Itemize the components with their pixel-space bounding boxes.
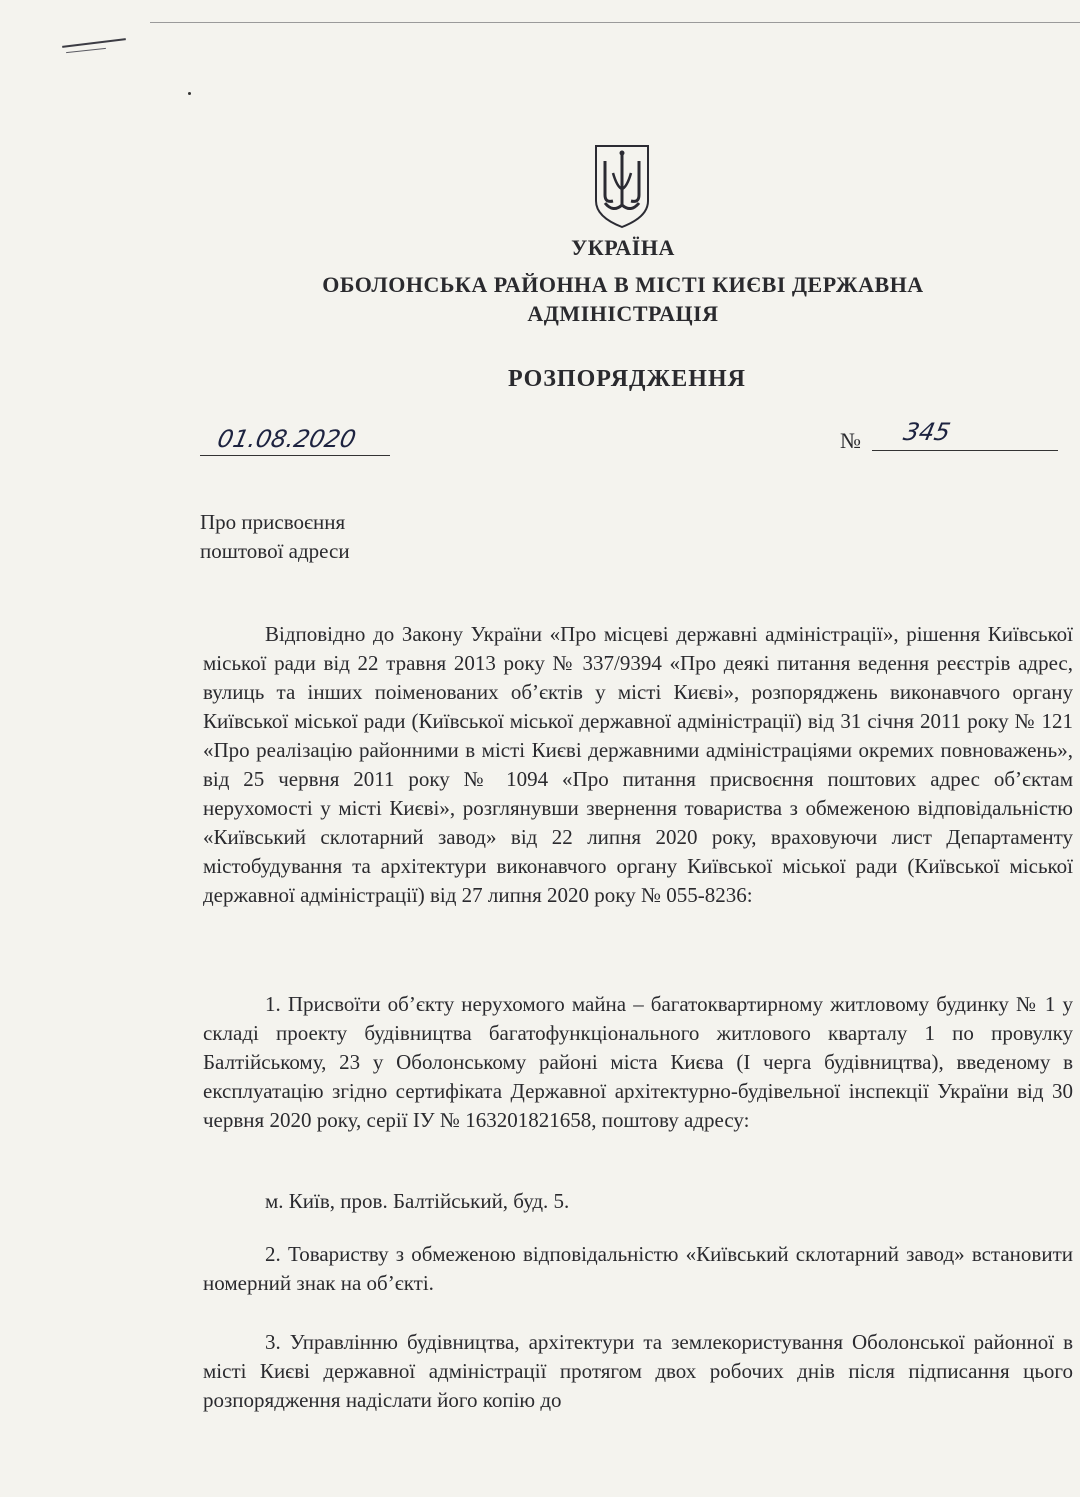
organization-title-line1: ОБОЛОНСЬКА РАЙОННА В МІСТІ КИЄВІ ДЕРЖАВНА	[322, 272, 924, 297]
clause-3-paragraph: 3. Управлінню будівництва, архітектури та землекористування Оболонської районної в місті Києві державної адміністрації протягом двох робочих днів після підписання цього розпорядження надіслати його копію до	[203, 1330, 1073, 1412]
scan-artifact-line	[150, 22, 1080, 23]
handwritten-date: 01.08.2020	[215, 425, 359, 453]
postal-address-line: м. Київ, пров. Балтійський, буд. 5.	[265, 1189, 570, 1213]
clause-2-paragraph: 2. Товариству з обмеженою відповідальністю «Київський склотарний завод» встановити номерний знак на об’єкті.	[203, 1242, 1073, 1295]
country-title: УКРАЇНА	[571, 235, 675, 260]
subject-line: Про присвоєння	[200, 510, 346, 534]
pen-mark	[62, 38, 126, 48]
handwritten-number: 345	[901, 418, 953, 446]
subject-line: поштової адреси	[200, 539, 350, 563]
document-subject	[200, 508, 350, 566]
document-type-title: РОЗПОРЯДЖЕННЯ	[508, 366, 746, 392]
pen-mark	[66, 48, 106, 53]
scan-dot	[188, 92, 191, 95]
preamble-paragraph: Відповідно до Закону України «Про місцеві державні адміністрації», рішення Київської міської ради від 22 травня 2013 року № 337/9394 «Про деякі питання ведення реєстрів адрес, вулиць та інших поіменованих об’єктів у місті Києві», розпоряджень виконавчого органу Київської міської ради (Київської міської державної адміністрації) від 31 січня 2011 року № 121 «Про реалізацію районними в місті Києві державними адміністраціями окремих повноважень», від 25 червня 2011 року № 1094 «Про питання присвоєння поштових адрес об’єктам нерухомості у місті Києві», розглянувши звернення товариства з обмеженою відповідальністю «Київський склотарний завод» від 22 липня 2020 року, враховуючи лист Департаменту містобудування та архітектури виконавчого органу Київської міської ради (Київської міської державної адміністрації) від 27 липня 2020 року № 055-8236:	[203, 622, 1073, 907]
organization-title-line2: АДМІНІСТРАЦІЯ	[527, 301, 719, 326]
trident-emblem-icon	[593, 143, 651, 229]
number-label: №	[840, 428, 861, 453]
clause-1-paragraph: 1. Присвоїти об’єкту нерухомого майна – багатоквартирному житловому будинку № 1 у складі проекту будівництва багатофункціонального житлового кварталу 1 по провулку Балтійському, 23 у Оболонському районі міста Києва (I черга будівництва), введеному в експлуатацію згідно сертифіката Державної архітектурно-будівельної інспекції України від 30 червня 2020 року, серії IУ № 163201821658, поштову адресу:	[203, 992, 1073, 1132]
date-underline	[200, 455, 390, 456]
number-underline	[872, 450, 1058, 451]
